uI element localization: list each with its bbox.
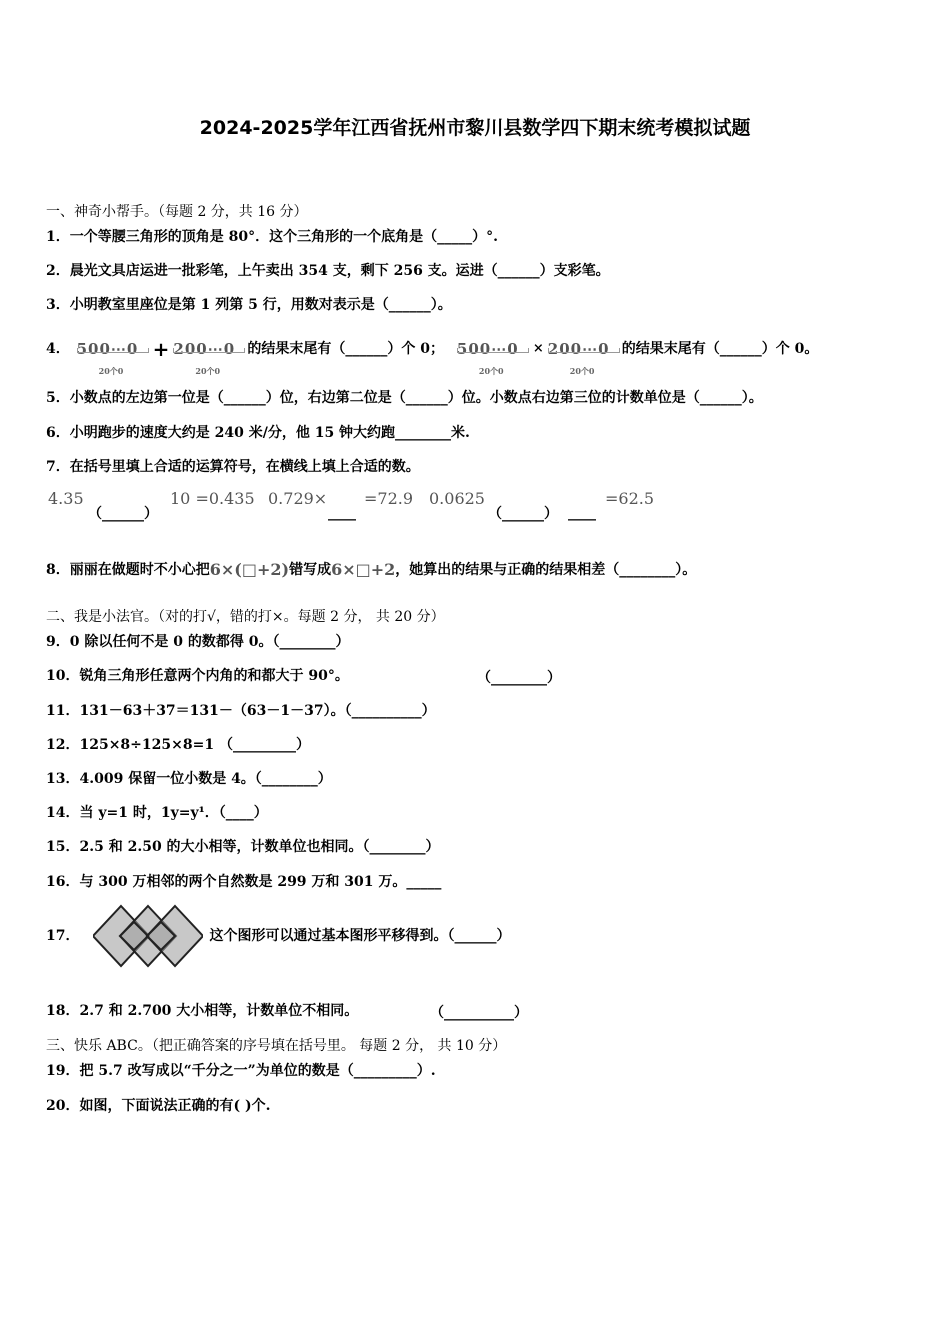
question-4 [46, 331, 819, 376]
q7-expr-5: 0.0625 [429, 489, 485, 508]
question-6: 6．小明跑步的速度大约是 240 米/分，他 15 钟大约跑________米. [46, 425, 470, 441]
question-19: 19．把 5.7 改写成以“千分之一”为单位的数是（_________）. [46, 1063, 436, 1079]
fraction-bottom: 20个0 [478, 366, 504, 376]
q7-blank-3: （______） [488, 506, 558, 522]
q7-expr-4: =72.9 [364, 489, 414, 508]
question-11: 11．131－63＋37＝131－（63－1－37）。（__________） [46, 703, 436, 719]
question-4-text-2: 的结果末尾有（______）个 0。 [621, 341, 819, 357]
question-17 [46, 904, 510, 968]
question-2: 2．晨光文具店运进一批彩笔，上午卖出 354 支，剩下 256 支。运进（______）支彩笔。 [46, 263, 610, 279]
fraction-bottom: 20个0 [569, 366, 595, 376]
question-8-post: ，她算出的结果与正确的结果相差（________）。 [395, 562, 697, 578]
fraction-500-zeros-2 [455, 331, 531, 376]
question-4-number: 4． [46, 341, 70, 357]
fraction-500-zeros [75, 331, 151, 376]
section1-heading: 一、神奇小帮手。（每题 2 分，共 16 分） [46, 204, 308, 220]
fraction-bottom: 20个0 [98, 366, 124, 376]
question-17-text: 这个图形可以通过基本图形平移得到。（______） [209, 928, 511, 944]
overlapping-squares-figure [93, 904, 203, 968]
question-16: 16．与 300 万相邻的两个自然数是 299 万和 301 万。_____ [46, 874, 442, 890]
q7-expr-6: =62.5 [605, 489, 655, 508]
question-15: 15．2.5 和 2.50 的大小相等，计数单位也相同。（________） [46, 839, 440, 855]
fraction-200-zeros [171, 331, 247, 376]
question-1: 1．一个等腰三角形的顶角是 80°．这个三角形的一个底角是（_____）°. [46, 229, 498, 245]
question-9: 9．0 除以任何不是 0 的数都得 0。（________） [46, 634, 350, 650]
question-18-blank: （__________） [430, 1005, 528, 1021]
question-12: 12．125×8÷125×8=1 （_________） [46, 737, 310, 753]
correct-expression: 6×(□+2) [209, 560, 290, 579]
q7-expr-1: 4.35 [48, 489, 84, 508]
fraction-top: 200⋯0 [547, 340, 610, 358]
question-10-blank: （________） [477, 670, 561, 686]
question-8-mid: 错写成 [289, 562, 332, 578]
page-title: 2024-2025学年江西省抚州市黎川县数学四下期末统考模拟试题 [199, 117, 751, 139]
question-3: 3．小明教室里座位是第 1 列第 5 行，用数对表示是（______）。 [46, 297, 452, 313]
question-8-pre: 8．丽丽在做题时不小心把 [46, 562, 210, 578]
q7-expr-3: 0.729× [268, 489, 328, 508]
fraction-200-zeros-2 [546, 331, 622, 376]
times-sign: × [532, 341, 544, 356]
question-17-number: 17． [46, 928, 80, 944]
fraction-top: 200⋯0 [173, 340, 236, 358]
question-20: 20．如图，下面说法正确的有( )个. [46, 1098, 271, 1114]
fraction-bottom: 20个0 [195, 366, 221, 376]
section3-heading: 三、快乐 ABC。（把正确答案的序号填在括号里。 每题 2 分， 共 10 分） [46, 1038, 507, 1054]
q7-blank-2: ____ [328, 505, 356, 521]
fraction-top: 500⋯0 [456, 340, 519, 358]
question-14: 14．当 y=1 时，1y=y¹．（____） [46, 805, 268, 821]
q7-expr-2: 10 =0.435 [170, 489, 255, 508]
wrong-expression: 6×□+2 [331, 560, 396, 579]
question-8 [46, 556, 696, 584]
plus-sign: + [152, 337, 170, 361]
q7-blank-1: （______） [88, 506, 158, 522]
question-7: 7．在括号里填上合适的运算符号，在横线上填上合适的数。 [46, 459, 420, 475]
question-18: 18．2.7 和 2.700 大小相等，计数单位不相同。 [46, 1003, 359, 1019]
q7-blank-4: ____ [568, 505, 596, 521]
question-13: 13．4.009 保留一位小数是 4。（________） [46, 771, 332, 787]
question-5: 5．小数点的左边第一位是（______）位，右边第二位是（______）位。小数点右边第三位的计数单位是（______）。 [46, 390, 763, 406]
question-4-text-1: 的结果末尾有（______）个 0； [247, 341, 445, 357]
fraction-top: 500⋯0 [76, 340, 139, 358]
section2-heading: 二、我是小法官。（对的打√，错的打×。每题 2 分， 共 20 分） [46, 609, 445, 625]
question-10: 10．锐角三角形任意两个内角的和都大于 90°。 [46, 668, 349, 684]
